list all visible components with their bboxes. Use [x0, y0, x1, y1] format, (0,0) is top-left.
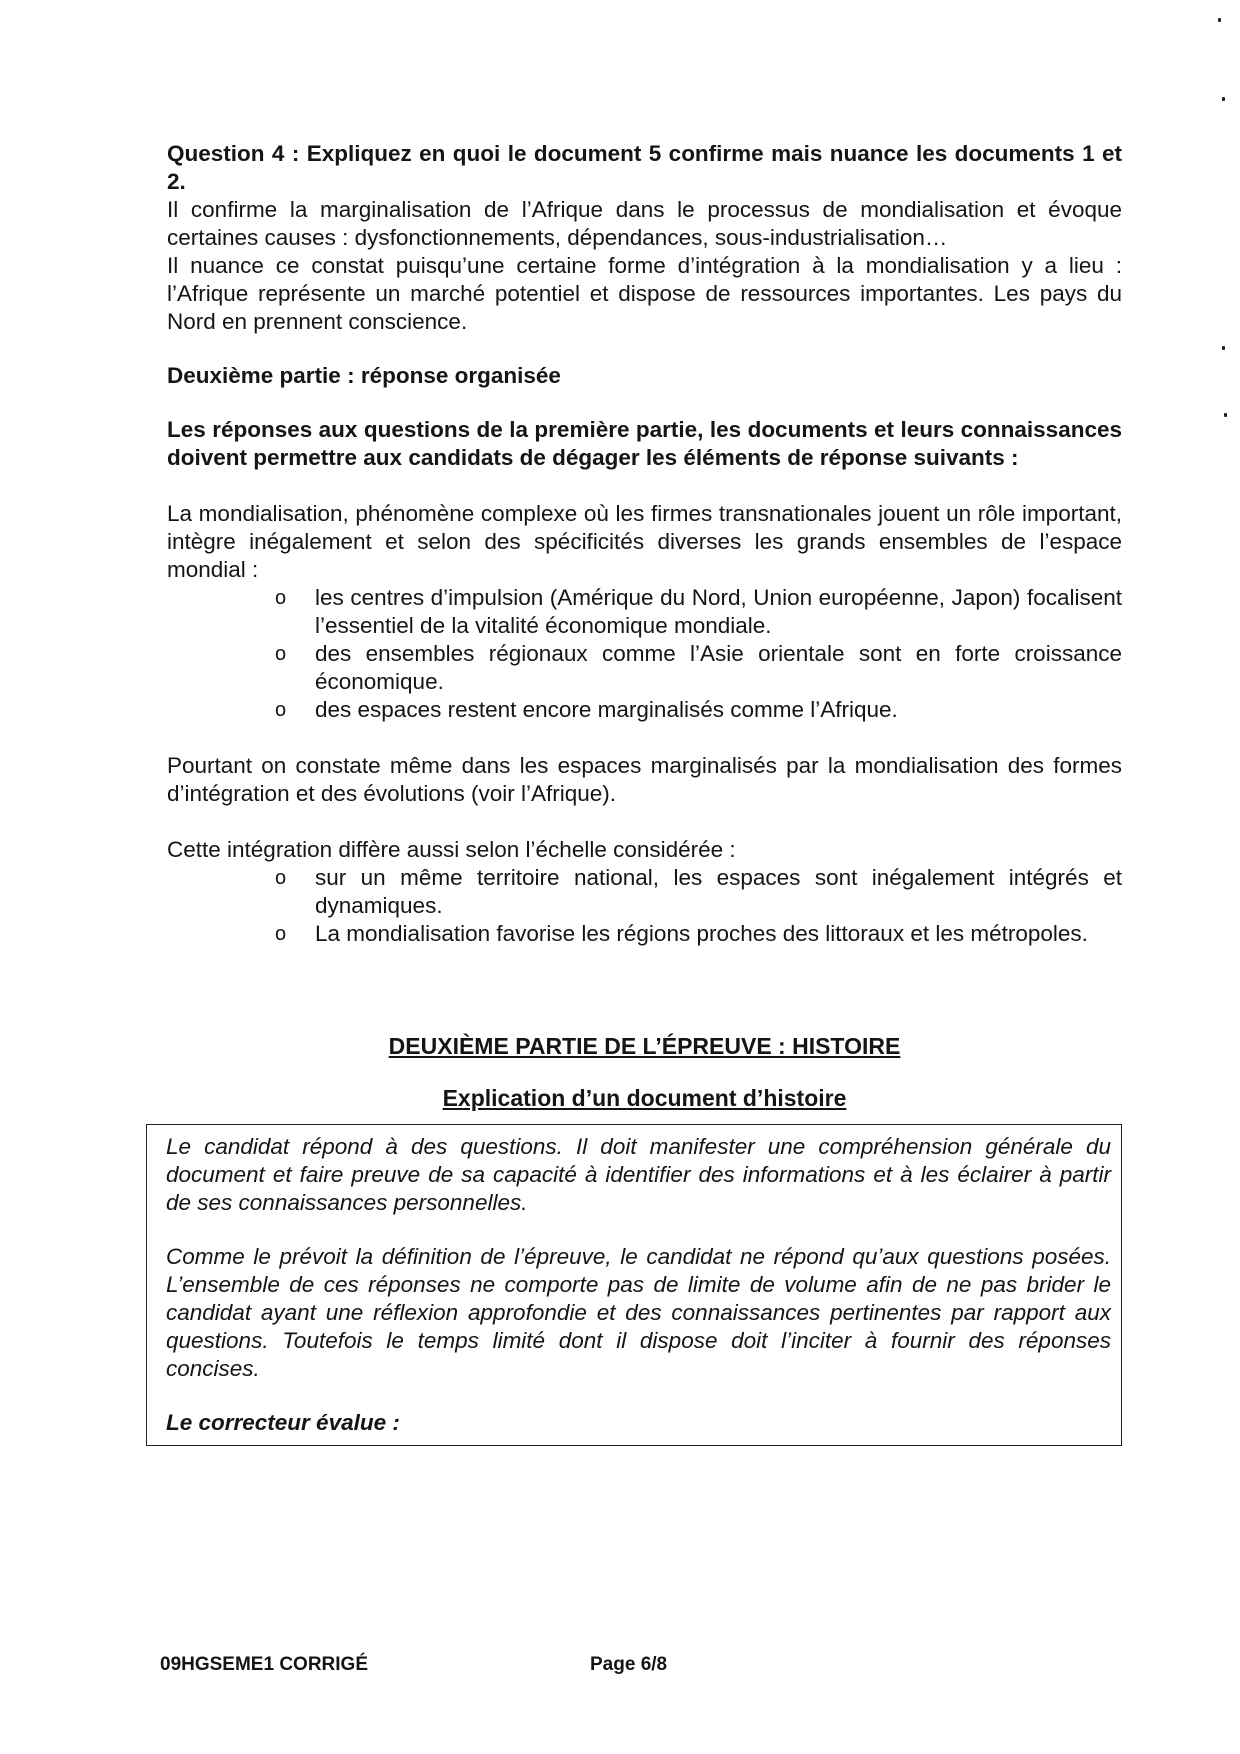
part2-list-2: [167, 864, 1122, 948]
bullet-circle-icon: o: [275, 867, 287, 889]
footer-document-code: 09HGSEME1 CORRIGÉ: [160, 1654, 368, 1675]
histoire-section-title: DEUXIÈME PARTIE DE L’ÉPREUVE : HISTOIRE: [388, 1033, 901, 1059]
instructions-paragraph-2: Comme le prévoit la définition de l’épreuve, le candidat ne répond qu’aux questions posées. L’ensemble de ces réponses ne comporte pas de limite de volume afin de ne pas brider le candidat ayant une réflexion approfondie et des connaissances pertinentes par rapport aux questions. Toutefois le temps limité dont il dispose doit l’inciter à fournir des réponses concises.: [166, 1244, 1111, 1381]
part2-paragraph-3: Cette intégration diffère aussi selon l’échelle considérée :: [167, 837, 736, 862]
question-4-answer-p2: Il nuance ce constat puisqu’une certaine forme d’intégration à la mondialisation y a lieu : l’Afrique représente un marché potentiel et dispose de ressources importantes. Les pays du Nord en prennent conscience.: [167, 253, 1122, 334]
bullet-circle-icon: o: [275, 923, 287, 945]
list-item: o sur un même territoire national, les espaces sont inégalement intégrés et dynamiques.: [275, 865, 1122, 918]
list-item: o des espaces restent encore marginalisés comme l’Afrique.: [275, 697, 898, 722]
question-4-answer-p1: Il confirme la marginalisation de l’Afrique dans le processus de mondialisation et évoque certaines causes : dysfonctionnements, dépendances, sous-industrialisation…: [167, 197, 1122, 250]
bullet-circle-icon: o: [275, 699, 287, 721]
question-4-title: Question 4 : Expliquez en quoi le document 5 confirme mais nuance les documents 1 et 2.: [167, 141, 1122, 194]
part2-intro: Les réponses aux questions de la première partie, les documents et leurs connaissances doivent permettre aux candidats de dégager les éléments de réponse suivants :: [167, 417, 1122, 470]
part2-list-1: [167, 584, 1122, 724]
page-content: [167, 140, 1122, 1446]
list-item: o La mondialisation favorise les régions proches des littoraux et les métropoles.: [275, 921, 1088, 946]
scan-speck: [1218, 18, 1221, 22]
instructions-paragraph-1: Le candidat répond à des questions. Il doit manifester une compréhension générale du document et faire preuve de sa capacité à identifier des informations et à les éclairer à partir de ses connaissances personnelles.: [166, 1134, 1111, 1215]
instructions-box: [146, 1124, 1122, 1446]
list-item: o les centres d’impulsion (Amérique du Nord, Union européenne, Japon) focalisent l’essentiel de la vitalité économique mondiale.: [275, 585, 1122, 638]
part2-paragraph-1: La mondialisation, phénomène complexe où les firmes transnationales jouent un rôle important, intègre inégalement et selon des spécificités diverses les grands ensembles de l’espace mondial :: [167, 501, 1122, 582]
scan-speck: [1222, 97, 1225, 101]
scan-speck: [1222, 346, 1225, 350]
list-item: o des ensembles régionaux comme l’Asie orientale sont en forte croissance économique.: [275, 641, 1122, 694]
bullet-circle-icon: o: [275, 643, 287, 665]
bullet-circle-icon: o: [275, 587, 287, 609]
part2-heading: Deuxième partie : réponse organisée: [167, 363, 561, 388]
part2-paragraph-2: Pourtant on constate même dans les espaces marginalisés par la mondialisation des formes d’intégration et des évolutions (voir l’Afrique).: [167, 753, 1122, 806]
scan-speck: [1224, 413, 1227, 417]
histoire-subtitle: Explication d’un document d’histoire: [442, 1085, 847, 1111]
instructions-paragraph-3: Le correcteur évalue :: [166, 1410, 400, 1435]
footer-page-number: Page 6/8: [590, 1654, 668, 1675]
